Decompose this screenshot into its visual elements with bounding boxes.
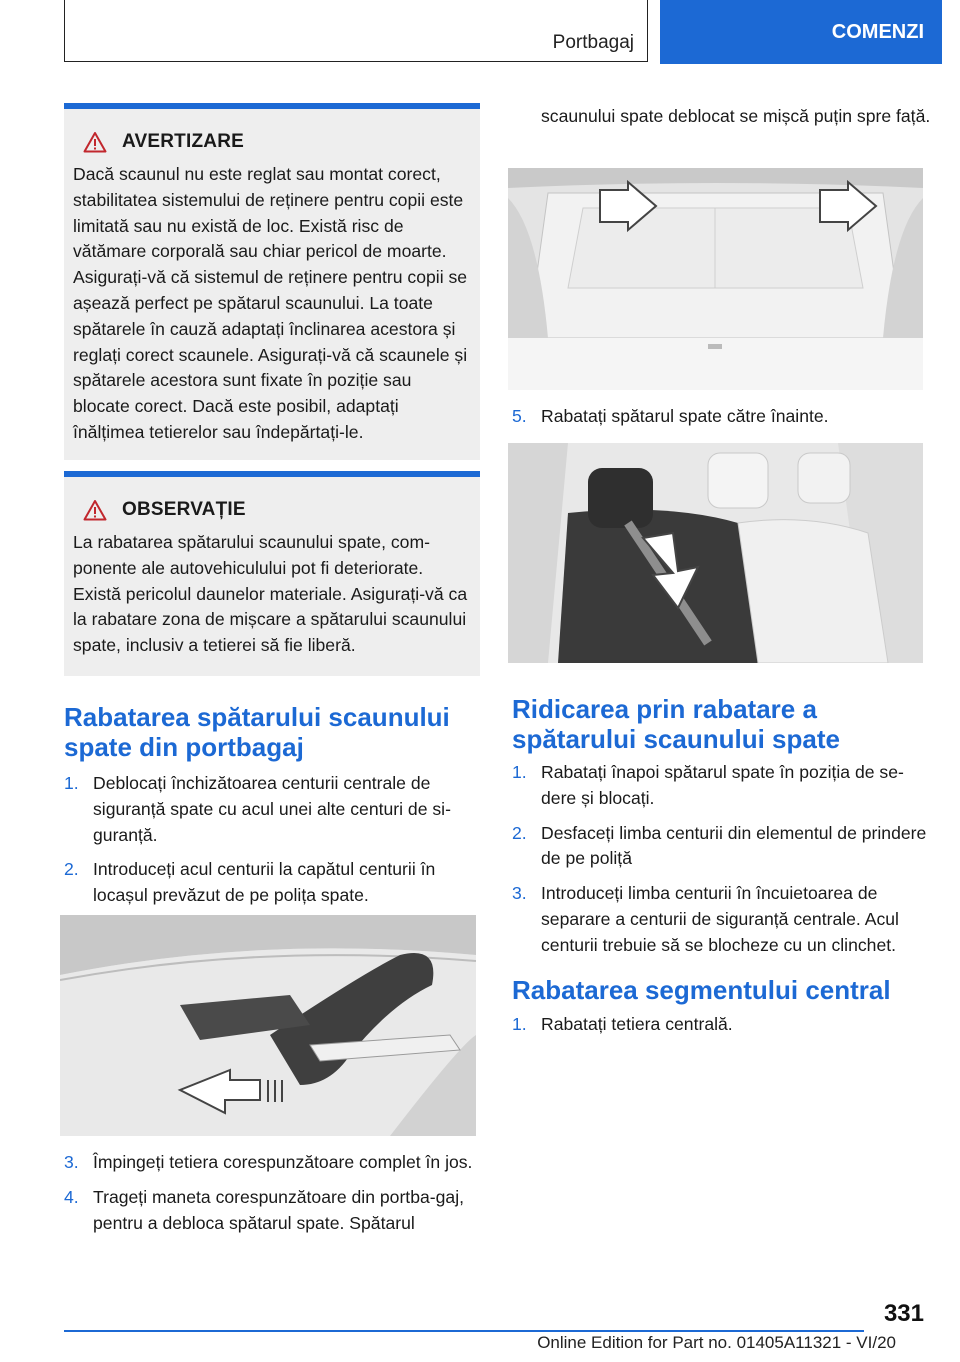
section-heading-fold-back: Ridicarea prin rabatare a spătarului scaunului spate [512, 694, 840, 754]
footer-edition: Online Edition for Part no. 01405A11321 - VI/20 [537, 1333, 896, 1352]
figure-rear-seat-illustration [508, 443, 923, 663]
continued-text: scaunului spate deblocat se mișcă puțin spre față. [541, 106, 931, 126]
list-item [512, 821, 927, 873]
figure-trunk-levers [508, 168, 923, 390]
step-number: 2. [64, 859, 79, 880]
notice-title: OBSERVAȚIE [122, 499, 246, 520]
step-text: Introduceți acul centurii la capătul centurii în locașul prevăzut de pe polița spate. [93, 859, 436, 906]
list-item [64, 771, 480, 848]
step-number: 1. [512, 762, 527, 782]
warning-box [64, 103, 480, 460]
step-text: Deblocați închizătoarea centurii centrale de siguranță spate cu acul unei alte centuri de si‐guranță. [93, 773, 451, 845]
warning-triangle-icon [83, 131, 107, 153]
header-section-title: Portbagaj [552, 32, 634, 53]
figure-belt-clip-illustration [60, 915, 476, 1136]
step-number: 2. [512, 822, 527, 843]
step-text: Rabatați înapoi spătarul spate în poziția de se‐dere și blocați. [541, 762, 904, 808]
step-number: 5. [512, 406, 527, 426]
warning-title: AVERTIZARE [122, 131, 244, 152]
steps-list-a [64, 771, 480, 918]
warning-triangle-icon [83, 499, 107, 521]
step-number: 4. [64, 1186, 79, 1207]
step-number: 3. [512, 883, 527, 904]
footer-rule [64, 1330, 864, 1332]
notice-box [64, 471, 480, 676]
step-number: 1. [64, 773, 79, 793]
steps-list-center-segment [512, 1012, 927, 1047]
list-item [512, 1012, 927, 1038]
step-text: Trageți maneta corespunzătoare din portba‐gaj, pentru a debloca spătarul spate. Spătarul [93, 1186, 464, 1233]
steps-list-fold-back [512, 760, 927, 968]
step-number: 1. [512, 1014, 527, 1034]
notice-text: La rabatarea spătarului scaunului spate, com‐ponente ale autovehiculului pot fi deteriorate. Există pericolul daunelor materiale. Asigurați-vă ca la rabatare zona de mișcare a spătarului scaunului spate, inclusiv a tetierei să fie liberă. [73, 532, 468, 656]
figure-belt-clip [60, 915, 476, 1136]
step-text: Introduceți limba centurii în încuietoarea de separare a centurii de siguranță centrale. Acul centurii trebuie să se blocheze cu un clinchet. [541, 883, 899, 955]
list-item [512, 881, 927, 958]
list-item [512, 760, 927, 812]
list-item [512, 404, 927, 430]
page-number: 331 [883, 1300, 924, 1327]
steps-list-step5 [512, 404, 927, 439]
list-item [64, 1150, 480, 1176]
header-chapter-label: COMENZI [831, 20, 924, 43]
step-text: Desfaceți limba centurii din elementul de prindere de pe poliță [541, 822, 927, 869]
list-item [64, 857, 480, 909]
warning-text: Dacă scaunul nu este reglat sau montat corect, stabilitatea sistemului de reținere pentru copii este limitată sau nu există de loc. Există risc de vătămare corporală sau chiar pericol de moarte. Asigurați-vă că sistemul de reținere pentru copii se așează perfect pe spătarul scaunului. La toate spătarele în cauză adaptați înclinarea acestora și reglați corect scaunele. Asigurați-vă că scaunele și spătarele acestora sunt fixate în poziție sau blocate corect. Dacă este posibil, adaptați înălțimea tetierelor sau îndepărtați-le. [73, 164, 468, 442]
section-heading-center-segment: Rabatarea segmentului central [512, 975, 891, 1005]
list-item [64, 1185, 480, 1237]
figure-rear-seat-fold [508, 443, 923, 663]
step-text: Împingeți tetiera corespunzătoare complet în jos. [93, 1152, 473, 1172]
header-chapter-tab[interactable] [660, 0, 942, 64]
step-text: Rabatați tetiera centrală. [541, 1014, 733, 1034]
step-number: 3. [64, 1152, 79, 1172]
step-text: Rabatați spătarul spate către înainte. [541, 406, 829, 426]
figure-trunk-illustration [508, 168, 923, 390]
steps-list-b [64, 1150, 480, 1245]
section-heading-fold-from-trunk: Rabatarea spătarului scaunului spate din portbagaj [64, 702, 450, 762]
